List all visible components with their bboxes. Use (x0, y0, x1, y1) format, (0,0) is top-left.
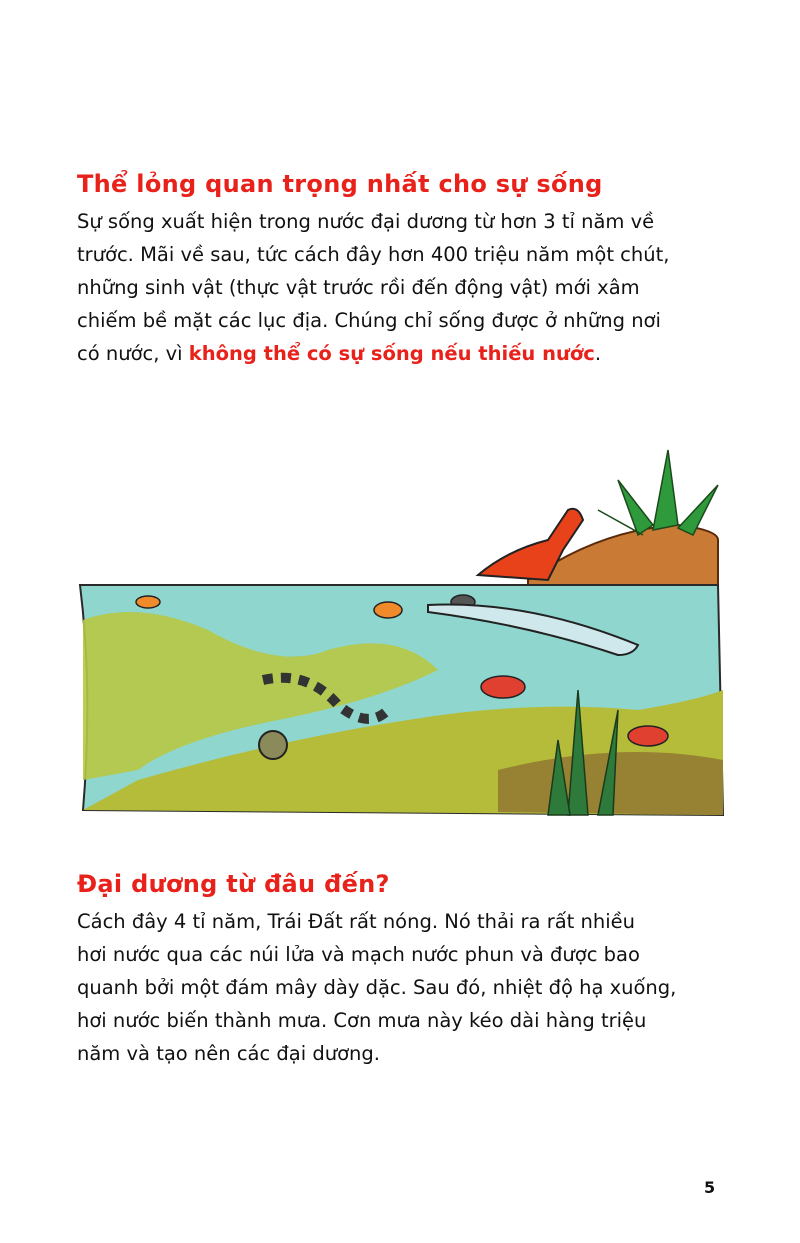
section-heading-ocean-origin: Đại dương từ đâu đến? (77, 870, 390, 898)
text-segment: . (594, 342, 602, 365)
text-line: năm và tạo nên các đại dương. (77, 1042, 380, 1065)
section-heading-life: Thể lỏng quan trọng nhất cho sự sống (77, 170, 603, 198)
text-segment: có nước, vì (77, 342, 189, 365)
paragraph-life (77, 205, 669, 370)
palm-plant (598, 450, 718, 535)
emphasis-text: không thể có sự sống nếu thiếu nước (188, 342, 595, 365)
snail (259, 731, 287, 759)
text-line: Cách đây 4 tỉ năm, Trái Đất rất nóng. Nó thải ra rất nhiều (77, 910, 635, 933)
text-line (77, 337, 669, 370)
text-line: Sự sống xuất hiện trong nước đại dương từ hơn 3 tỉ năm về (77, 210, 655, 233)
text-line: hơi nước qua các núi lửa và mạch nước phun và được bao (77, 943, 640, 966)
paragraph-ocean-origin (77, 905, 676, 1070)
text-line: chiếm bề mặt các lục địa. Chúng chỉ sống được ở những nơi (77, 309, 661, 332)
text-line: quanh bởi một đám mây dày dặc. Sau đó, nhiệt độ hạ xuống, (77, 976, 677, 999)
page-number: 5 (704, 1178, 716, 1197)
ocean-life-illustration (78, 440, 728, 820)
text-line: những sinh vật (thực vật trước rồi đến động vật) mới xâm (77, 276, 640, 299)
text-line: hơi nước biến thành mưa. Cơn mưa này kéo dài hàng triệu (77, 1009, 647, 1032)
text-line: trước. Mãi về sau, tức cách đây hơn 400 triệu năm một chút, (77, 243, 670, 266)
